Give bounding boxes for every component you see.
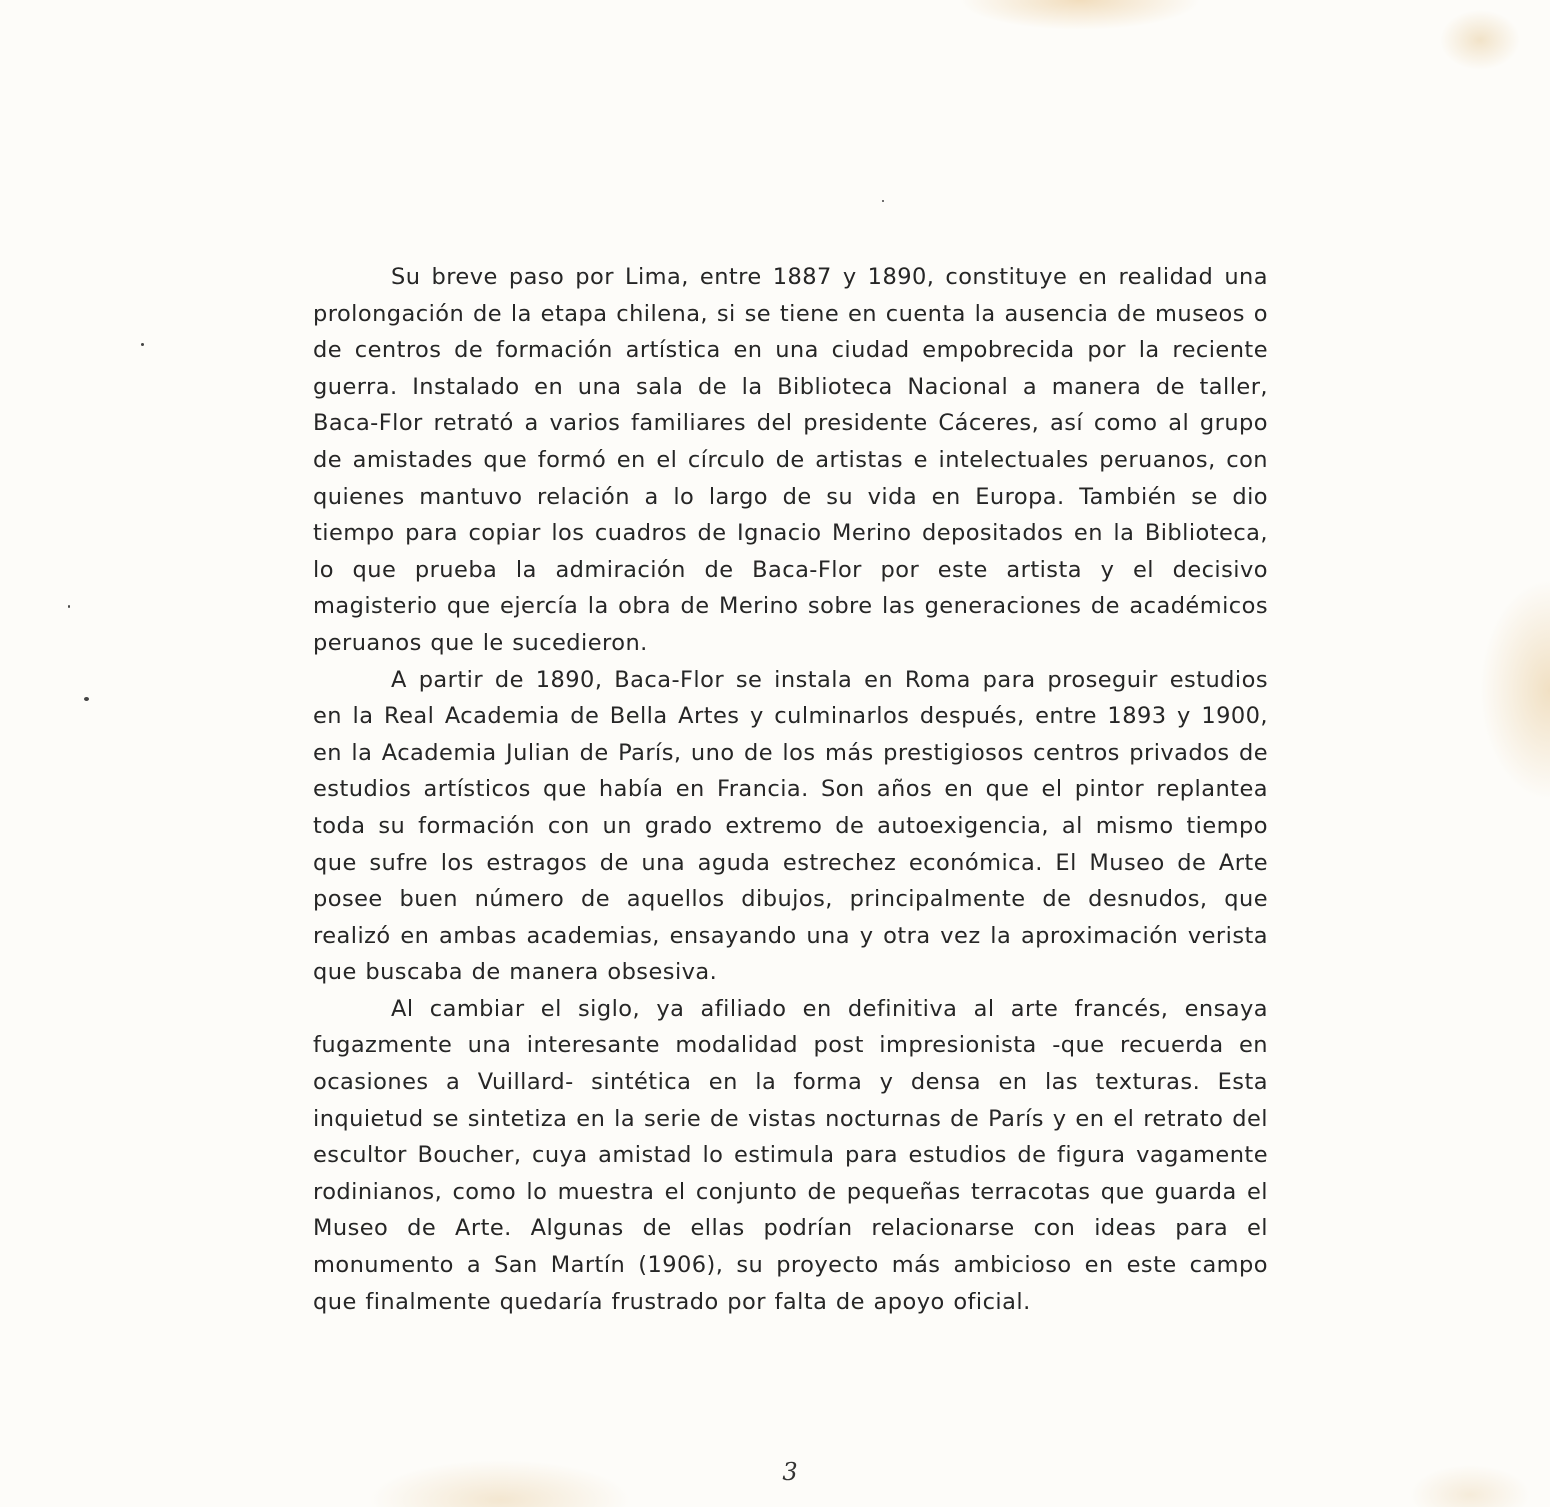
page-number: 3: [782, 1458, 798, 1486]
paragraph-lima: Su breve paso por Lima, entre 1887 y 1890, constituye en realidad una prolongación de la etapa chilena, si se tiene en cuenta la ausencia de museos o de centros de formación artística en una ciudad empobrecida por la reciente guerra. Instalado en una sala de la Biblioteca Nacional a manera de taller, Baca-Flor retrató a varios familiares del presidente Cáceres, así como al grupo de amistades que formó en el círculo de artistas e intelectuales peruanos, con quienes mantuvo relación a lo largo de su vida en Europa. También se dio tiempo para copiar los cuadros de Ignacio Merino depositados en la Biblioteca, lo que prueba la admiración de Baca-Flor por este artista y el decisivo magisterio que ejercía la obra de Merino sobre las generaciones de académicos peruanos que le sucedieron.: [313, 264, 1268, 656]
paper-speck: [84, 697, 89, 701]
paragraph-roma-paris: A partir de 1890, Baca-Flor se instala en Roma para proseguir estudios en la Real Academia de Bella Artes y culminarlos después, entre 1893 y 1900, en la Academia Julian de París, uno de los más prestigiosos centros privados de estudios artísticos que había en Francia. Son años en que el pintor replantea toda su formación con un grado extremo de autoexigencia, al mismo tiempo que sufre los estragos de una aguda estrechez económica. El Museo de Arte posee buen número de aquellos dibujos, principalmente de desnudos, que realizó en ambas academias, ensayando una y otra vez la aproximación verista que buscaba de manera obsesiva.: [313, 666, 1268, 986]
paragraph-cambio-siglo: Al cambiar el siglo, ya afiliado en definitiva al arte francés, ensaya fugazmente una interesante modalidad post impresionista -que recuerda en ocasiones a Vuillard- sintética en la forma y densa en las texturas. Esta inquietud se sintetiza en la serie de vistas nocturnas de París y en el retrato del escultor Boucher, cuya amistad lo estimula para estudios de figura vagamente rodinianos, como lo muestra el conjunto de pequeñas terracotas que guarda el Museo de Arte. Algunas de ellas podrían relacionarse con ideas para el monumento a San Martín (1906), su proyecto más ambicioso en este campo que finalmente quedaría frustrado por falta de apoyo oficial.: [313, 995, 1268, 1315]
body-text: [313, 259, 1268, 1320]
paper-speck: [68, 605, 70, 608]
paper-speck: [141, 343, 144, 346]
paper-speck: [882, 200, 884, 202]
